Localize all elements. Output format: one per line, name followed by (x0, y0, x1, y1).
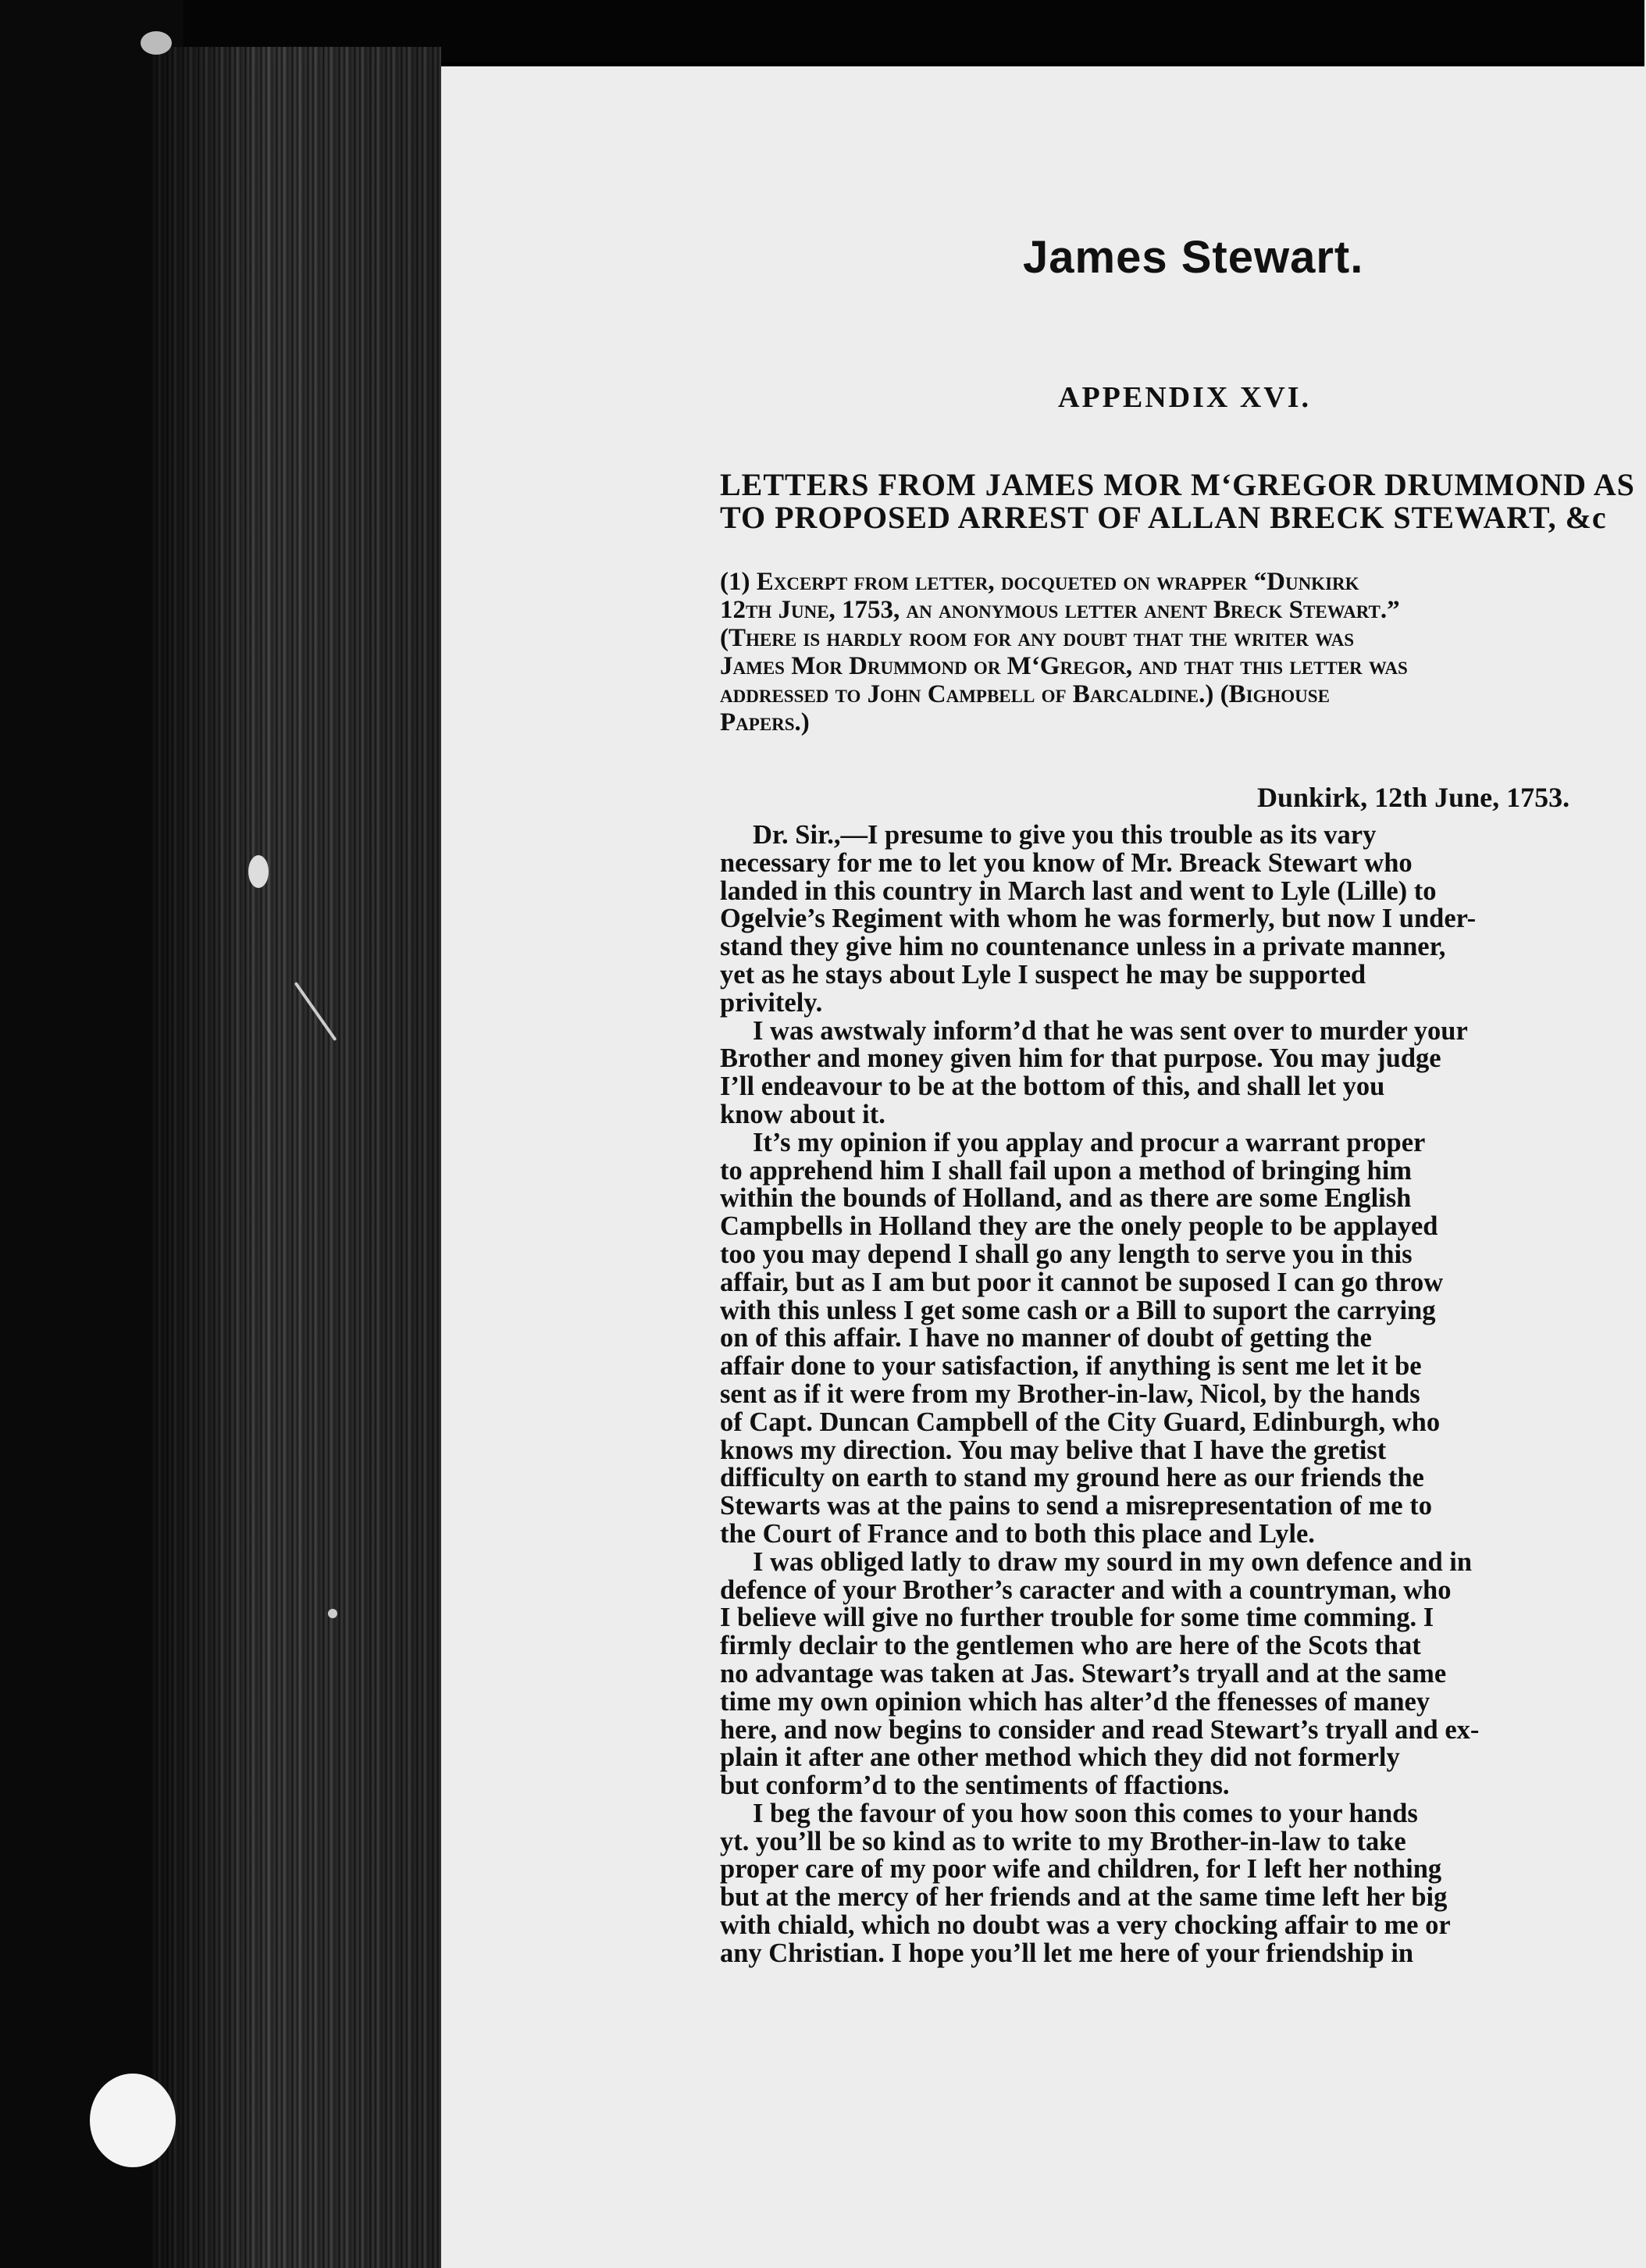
letter-line: landed in this country in March last and went to Lyle (Lille) to (720, 875, 1437, 906)
letter-line: It’s my opinion if you applay and procur a warrant proper (753, 1127, 1426, 1157)
letter-line: plain it after ane other method which they did not formerly (720, 1742, 1400, 1773)
editorial-note (720, 568, 1646, 736)
note-line: James Mor Drummond or M‘Gregor, and that this letter was (720, 652, 1408, 680)
appendix-title: APPENDIX XVI. (1058, 381, 1311, 414)
letter-line: here, and now begins to consider and read Stewart’s tryall and ex- (720, 1714, 1480, 1745)
book-edge-shade (152, 47, 441, 2268)
letter-line: time my own opinion which has alter’d the ffenesses of maney (720, 1686, 1430, 1717)
letter-line: no advantage was taken at Jas. Stewart’s tryall and at the same (720, 1658, 1447, 1689)
letter-line: sent as if it were from my Brother-in-law, Nicol, by the hands (720, 1378, 1420, 1409)
film-speck (90, 2074, 176, 2167)
letter-line: Dr. Sir.,—I presume to give you this trouble as its vary (753, 820, 1377, 850)
letter-line: defence of your Brother’s caracter and with a countryman, who (720, 1574, 1452, 1605)
letter-line: with this unless I get some cash or a Bill to suport the carrying (720, 1295, 1436, 1325)
letter-line: I’ll endeavour to be at the bottom of this, and shall let you (720, 1072, 1385, 1102)
section-heading (720, 469, 1635, 534)
letter-line: firmly declair to the gentlemen who are here of the Scots that (720, 1631, 1421, 1661)
letter-line: I beg the favour of you how soon this comes to your hands (753, 1798, 1418, 1828)
film-speck (328, 1609, 337, 1618)
letter-line: proper care of my poor wife and children, for I left her nothing (720, 1854, 1442, 1885)
note-line: Papers.) (720, 708, 810, 736)
section-heading-line: TO PROPOSED ARREST OF ALLAN BRECK STEWART, &c (720, 500, 1607, 535)
letter-line: Campbells in Holland they are the onely people to be applayed (720, 1211, 1438, 1242)
letter-line: stand they give him no countenance unless in a private manner, (720, 932, 1446, 962)
letter-line: too you may depend I shall go any length to serve you in this (720, 1239, 1413, 1269)
note-line: 12th June, 1753, an anonymous letter anent Breck Stewart.” (720, 596, 1400, 624)
letter-body (720, 822, 1479, 1968)
letter-line: privitely. (720, 987, 823, 1018)
letter-line: knows my direction. You may belive that I have the gretist (720, 1435, 1387, 1465)
note-line: (1) Excerpt from letter, docqueted on wrapper “Dunkirk (720, 568, 1359, 596)
letter-line: the Court of France and to both this place and Lyle. (720, 1518, 1315, 1549)
running-title: James Stewart. (1023, 232, 1364, 283)
letter-line: any Christian. I hope you’ll let me here of your friendship in (720, 1938, 1414, 1968)
letter-line: Brother and money given him for that purpose. You may judge (720, 1043, 1441, 1074)
letter-line: with chiald, which no doubt was a very chocking affair to me or (720, 1910, 1451, 1941)
note-line: (There is hardly room for any doubt that the writer was (720, 624, 1355, 652)
letter-line: I believe will give no further trouble for some time comming. I (720, 1603, 1434, 1633)
letter-line: but conform’d to the sentiments of ffactions. (720, 1771, 1230, 1801)
letter-line: difficulty on earth to stand my ground here as our friends the (720, 1463, 1424, 1493)
section-heading-line: LETTERS FROM JAMES MOR M‘GREGOR DRUMMOND AS (720, 467, 1635, 502)
letter-line: but at the mercy of her friends and at the same time left her big (720, 1882, 1448, 1913)
letter-line: to apprehend him I shall fail upon a method of bringing him (720, 1155, 1413, 1186)
letter-line: affair done to your satisfaction, if anything is sent me let it be (720, 1351, 1422, 1382)
letter-line: within the bounds of Holland, and as there are some English (720, 1183, 1412, 1214)
letter-line: necessary for me to let you know of Mr. Breack Stewart who (720, 847, 1413, 878)
letter-dateline: Dunkirk, 12th June, 1753. (1257, 782, 1570, 813)
letter-line: I was obliged latly to draw my sourd in my own defence and in (753, 1546, 1473, 1577)
letter-line: yet as he stays about Lyle I suspect he may be supported (720, 959, 1366, 990)
letter-line: on of this affair. I have no manner of doubt of getting the (720, 1323, 1372, 1353)
film-speck (248, 855, 269, 888)
letter-line: Ogelvie’s Regiment with whom he was formerly, but now I under- (720, 904, 1477, 934)
letter-line: of Capt. Duncan Campbell of the City Guard, Edinburgh, who (720, 1407, 1441, 1437)
letter-line: I was awstwaly inform’d that he was sent over to murder your (753, 1015, 1468, 1046)
note-line: addressed to John Campbell of Barcaldine.) (Bighouse (720, 680, 1330, 708)
letter-line: Stewarts was at the pains to send a misrepresentation of me to (720, 1491, 1432, 1521)
letter-line: know about it. (720, 1099, 885, 1129)
letter-line: yt. you’ll be so kind as to write to my Brother-in-law to take (720, 1826, 1406, 1856)
letter-line: affair, but as I am but poor it cannot be suposed I can go throw (720, 1267, 1444, 1297)
film-speck (141, 31, 172, 55)
